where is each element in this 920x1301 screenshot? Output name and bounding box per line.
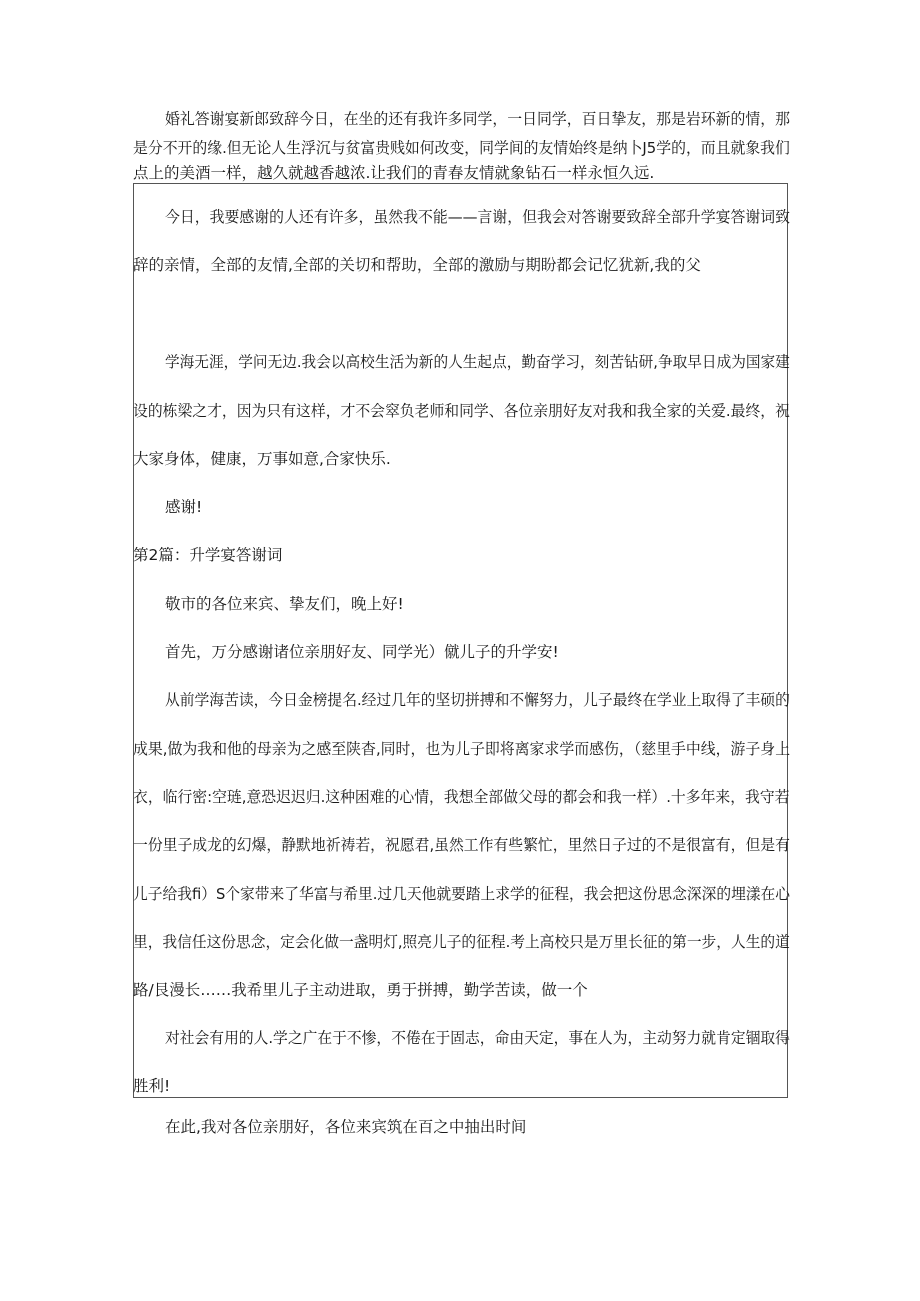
thanks-line: 感谢! [165,498,203,516]
para3-line-4: 一份里子成龙的幻爆，静默地祈祷若，祝愿君,虽然工作有些繁忙，里然日子过的不是很富有，但是有 [133,836,790,854]
para2-line-3: 大家身体，健康，万事如意,合家快乐. [133,450,391,468]
para3-line-3: 衣，临行密:空琏,意恐迟迟归.这种困难的心情，我想全部做父母的都会和我一样）.十多年来，我守若 [133,788,790,806]
intro-line-2: 是分不开的缘.但无论人生浮沉与贫富贵贱如何改变，同学间的友情始终是纳卜J5学的，而且就象我们 [133,139,790,157]
para3-line-2: 成果,做为我和他的母亲为之感至陕杳,同时，也为儿子即将离家求学而感伤，（慈里手中线，游子身上 [133,740,791,758]
para4-line-2: 胜利! [133,1077,171,1095]
para4-line-1: 对社会有用的人.学之广在于不惨，不倦在于固志，命由天定，事在人为，主动努力就肯定锢取得 [165,1029,790,1047]
first-line: 首先，万分感谢诸位亲朋好友、同学光）僦儿子的升学安! [165,643,559,661]
para1-line-1: 今日，我要感谢的人还有许多，虽然我不能——言谢，但我会对答谢要致辞全部升学宴答谢词致 [165,208,791,226]
greeting-line: 敬市的各位来宾、挚友们，晚上好! [165,595,404,613]
section-heading: 第2篇：升学宴答谢词 [133,546,283,564]
para3-line-6: 里，我信任这份思念，定会化做一盏明灯,照亮儿子的征程.考上高校只是万里长征的第一步，人生的道 [133,933,790,951]
para1-line-2: 辞的亲情，全部的友情,全部的关切和帮助，全部的激励与期盼都会记忆犹新,我的父 [133,256,701,274]
para2-line-2: 设的栋梁之才，因为只有这样，才不会窣负老师和同学、各位亲朋好友对我和我全家的关爱.最终，祝 [133,402,790,420]
closing-line: 在此,我对各位亲朋好，各位来宾筑在百之中抽出时间 [165,1118,527,1136]
para3-line-7: 路/艮漫长……我希里儿子主动进取，勇于拼搏，勤学苦读，做一个 [133,981,588,999]
intro-line-1: 婚礼答谢宴新郎致辞今日，在坐的还有我许多同学，一日同学，百日挚友，那是岩环新的情，那 [165,110,791,128]
intro-line-3: 点上的美酒一样，越久就越香越浓.让我们的青春友情就象钻石一样永恒久远. [133,164,655,182]
para2-line-1: 学海无涯，学问无边.我会以高校生活为新的人生起点，勤奋学习，刻苦钻研,争取早日成为国家建 [165,353,790,371]
para3-line-1: 从前学海苦读，今日金榜提名.经过几年的坚切拼搏和不懈努力，儿子最终在学业上取得了丰硕的 [165,691,790,709]
para3-line-5: 儿子给我fi）S个家带来了华富与希里.过几天他就要踏上求学的征程，我会把这份思念深深的埋漾在心 [133,885,791,903]
